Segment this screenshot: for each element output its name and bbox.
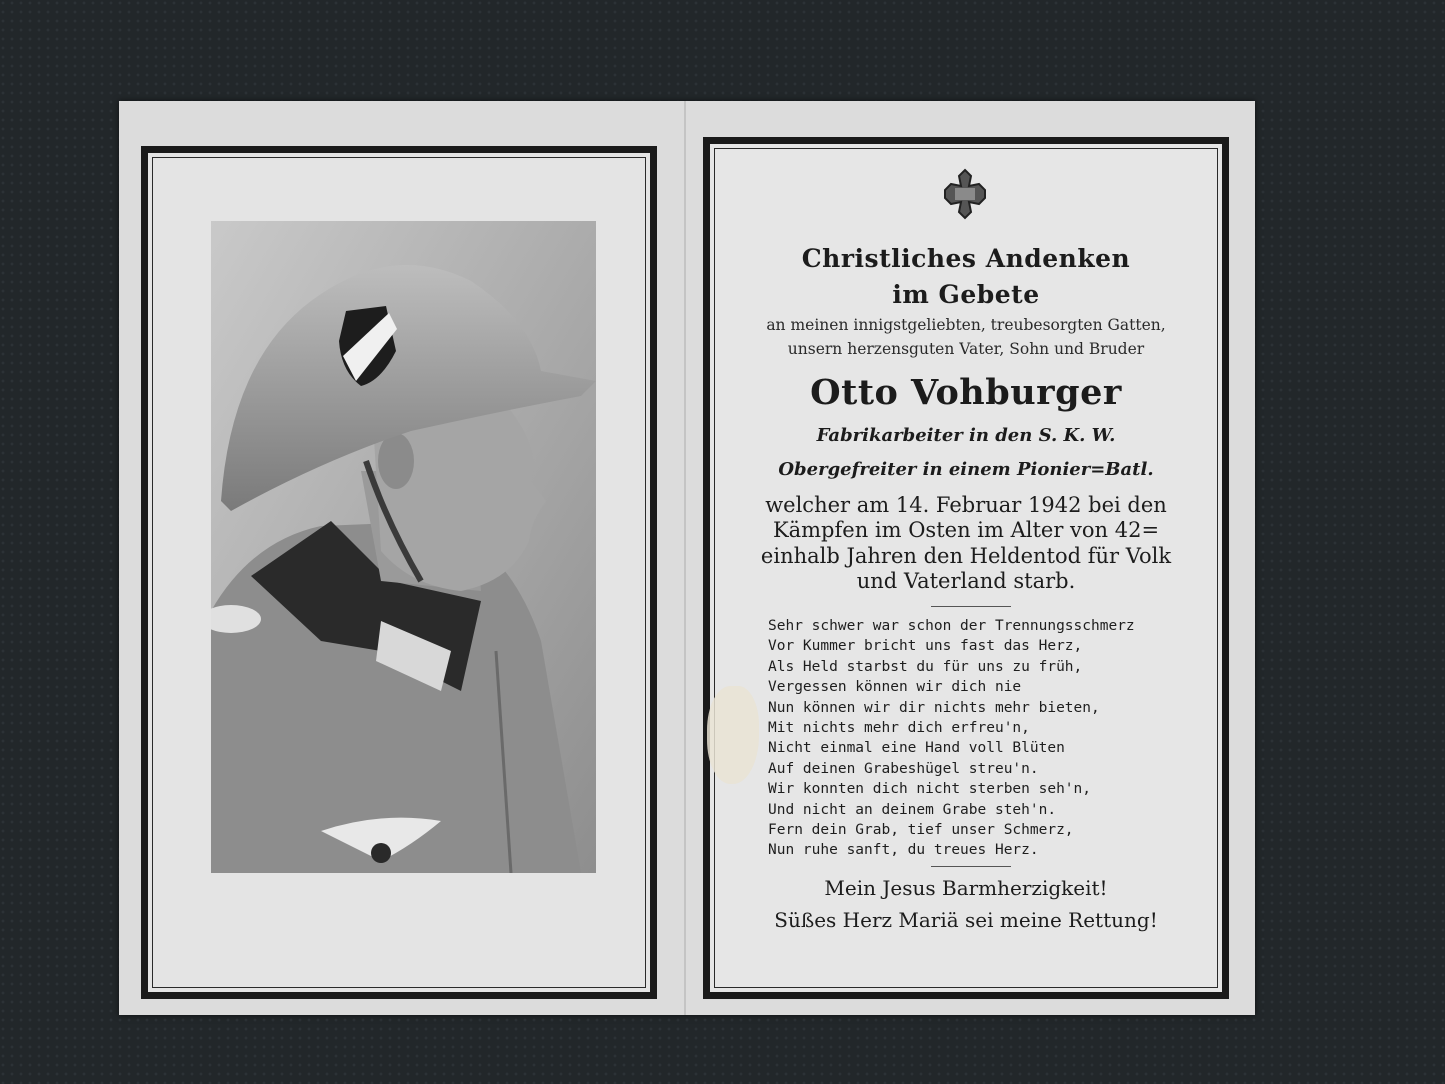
heading-line-1: Christliches Andenken — [801, 244, 1131, 273]
poem-line: Nun können wir dir nichts mehr bieten, — [768, 699, 1100, 716]
soldier-portrait-photo — [211, 221, 596, 873]
card-fold — [684, 101, 686, 1015]
occupation: Fabrikarbeiter in den S. K. W. — [816, 425, 1116, 446]
memorial-poem — [768, 616, 1188, 861]
poem-line: Mit nichts mehr dich erfreu'n, — [768, 720, 1030, 737]
poem-line: Wir konnten dich nicht sterben seh'n, — [768, 781, 1092, 798]
text-panel-inner-border — [714, 148, 1218, 988]
body-line-4: und Vaterland starb. — [856, 569, 1076, 593]
poem-line: Nicht einmal eine Hand voll Blüten — [768, 740, 1065, 757]
body-line-3: einhalb Jahren den Heldentod für Volk — [760, 544, 1172, 568]
poem-line: Vergessen können wir dich nie — [768, 679, 1022, 696]
divider-top — [931, 606, 1011, 607]
body-line-2: Kämpfen im Osten im Alter von 42= — [772, 518, 1160, 542]
poem-line: Nun ruhe sanft, du treues Herz. — [768, 842, 1039, 859]
poem-line: Und nicht an deinem Grabe steh'n. — [768, 801, 1057, 818]
poem-line: Vor Kummer bricht uns fast das Herz, — [768, 638, 1083, 655]
poem-line: Fern dein Grab, tief unser Schmerz, — [768, 822, 1074, 839]
deceased-name: Otto Vohburger — [810, 372, 1122, 413]
closing-line-1: Mein Jesus Barmherzigkeit! — [824, 876, 1108, 900]
paper-stain — [707, 686, 759, 784]
portrait-illustration — [211, 221, 596, 873]
poem-line: Auf deinen Grabeshügel streu'n. — [768, 760, 1039, 777]
closing-line-2: Süßes Herz Mariä sei meine Rettung! — [774, 908, 1158, 932]
body-line-1: welcher am 14. Februar 1942 bei den — [765, 493, 1167, 517]
heading-line-2: im Gebete — [892, 280, 1040, 309]
dedication-line-2: unsern herzensguten Vater, Sohn und Bruder — [787, 340, 1145, 358]
poem-line: Sehr schwer war schon der Trennungsschmerz — [768, 618, 1135, 634]
dedication-line-1: an meinen innigstgeliebten, treubesorgten Gatten, — [766, 316, 1166, 334]
divider-bottom — [931, 866, 1011, 867]
military-rank: Obergefreiter in einem Pionier=Batl. — [778, 459, 1154, 480]
poem-line: Als Held starbst du für uns zu früh, — [768, 658, 1083, 675]
iron-cross-icon — [943, 168, 987, 220]
